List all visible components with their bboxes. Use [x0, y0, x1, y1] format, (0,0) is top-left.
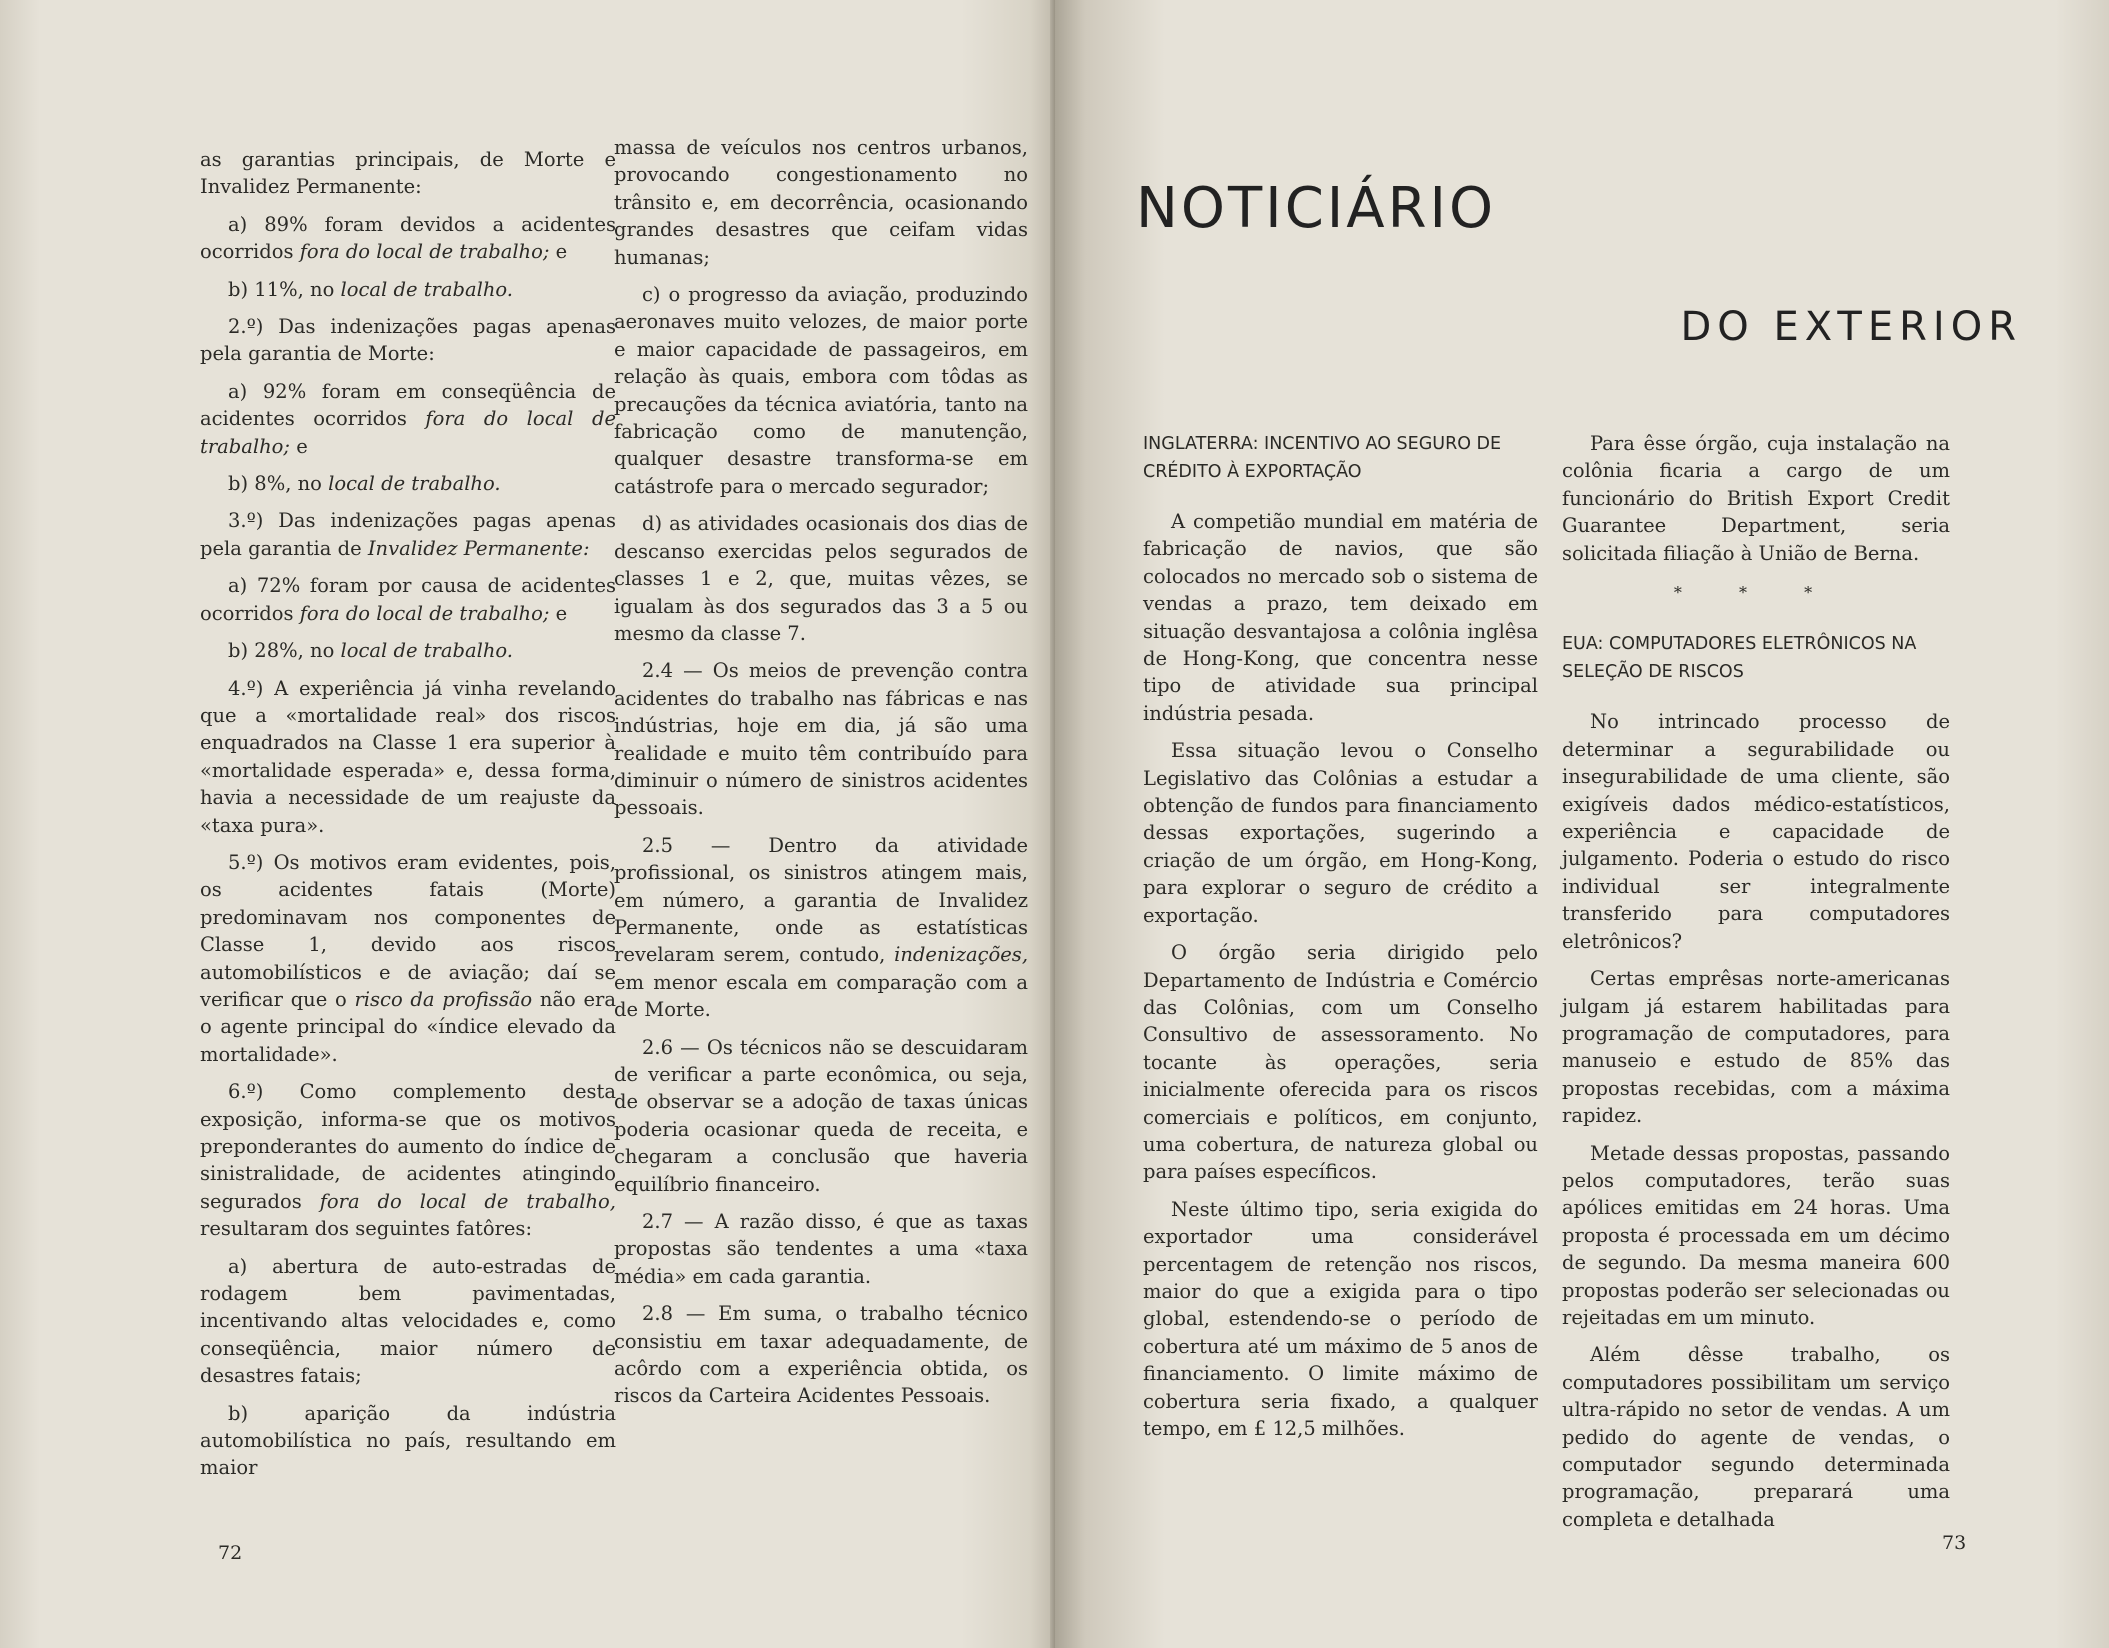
paragraph: 2.º) Das indenizações pagas apenas pela garantia de Morte: [200, 315, 616, 366]
paragraph: Metade dessas propostas, passando pelos computadores, terão suas apólices emitidas em 24 horas. Uma proposta é processada em um décimo de segundo. Da mesma maneira 600 propostas poderão ser selecionadas ou rejeitadas em um minuto. [1562, 1141, 1950, 1329]
section-subtitle: DO EXTERIOR [1680, 304, 2022, 350]
paragraph: Essa situação levou o Conselho Legislativo das Colônias a estudar a obtenção de fundos para financiamento dessas exportações, sugerindo a criação de um órgão, em Hong-Kong, para explorar o seguro de crédito a exportação. [1143, 739, 1538, 927]
paragraph: 5.º) Os motivos eram evidentes, pois, os acidentes fatais (Morte) predominavam nos componentes de Classe 1, devido aos riscos automobilísticos e de aviação; daí se verificar que o risco da profissão não era o agente principal do «índice elevado da mortalidade». [200, 850, 616, 1066]
left-page-column-2 [614, 134, 1028, 1420]
paragraph: d) as atividades ocasionais dos dias de descanso exercidas pelos segurados de classes 1 e 2, que, muitas vêzes, se igualam às dos segurados das 3 a 5 ou mesmo da classe 7. [614, 512, 1028, 645]
page-number: 72 [218, 1542, 243, 1564]
paragraph: a) 92% foram em conseqüência de acidentes ocorridos fora do local de trabalho; e [200, 379, 616, 458]
paragraph: Certas emprêsas norte-americanas julgam já estarem habilitadas para programação de computadores, para manuseio e estudo de 85% das propostas recebidas, com a máxima rapidez. [1562, 967, 1950, 1128]
paragraph: 4.º) A experiência já vinha revelando que a «mortalidade real» dos riscos enquadrados na Classe 1 era superior à «mortalidade esperada» e, dessa forma, havia a necessidade de um reajuste da «taxa pura». [200, 676, 616, 837]
paragraph: a) 89% foram devidos a acidentes ocorridos fora do local de trabalho; e [200, 212, 616, 264]
paragraph: b) 28%, no local de trabalho. [228, 639, 513, 663]
paragraph: 2.4 — Os meios de prevenção contra acidentes do trabalho nas fábricas e nas indústrias, hoje em dia, já são uma realidade e muito têm contribuído para diminuir o número de sinistros acidentes pessoais. [614, 659, 1028, 820]
left-page-column-1 [200, 146, 616, 1492]
paragraph: 2.8 — Em suma, o trabalho técnico consistiu em taxar adequadamente, de acôrdo com a experiência obtida, os riscos da Carteira Acidentes Pessoais. [614, 1302, 1028, 1408]
paragraph: 6.º) Como complemento desta exposição, informa-se que os motivos preponderantes do aumento do índice de sinistralidade, de acidentes atingindo segurados fora do local de trabalho, resultaram dos seguintes fatôres: [200, 1080, 616, 1241]
paragraph: 2.7 — A razão disso, é que as taxas propostas são tendentes a uma «taxa média» em cada garantia. [614, 1210, 1028, 1288]
paragraph: No intrincado processo de determinar a segurabilidade ou insegurabilidade de uma cliente, são exigíveis dados médico-estatísticos, experiência e capacidade de julgamento. Poderia o estudo do risco individual ser integralmente transferido para computadores eletrônicos? [1562, 710, 1950, 953]
paragraph: massa de veículos nos centros urbanos, provocando congestionamento no trânsito e, em decorrência, ocasionando grandes desastres que ceifam vidas humanas; [614, 136, 1028, 269]
paragraph: as garantias principais, de Morte e Invalidez Permanente: [200, 148, 616, 199]
paragraph: Para êsse órgão, cuja instalação na colônia ficaria a cargo de um funcionário do British Export Credit Guarantee Department, seria solicitada filiação à União de Berna. [1562, 432, 1950, 565]
paragraph: c) o progresso da aviação, produzindo aeronaves muito velozes, de maior porte e maior capacidade de passageiros, em relação às quais, embora com tôdas as precauções da técnica aviatória, tanto na fabricação como de manutenção, qualquer desastre transforma-se em catástrofe para o mercado segurador; [614, 283, 1028, 498]
paragraph: Além dêsse trabalho, os computadores possibilitam um serviço ultra-rápido no setor de vendas. A um pedido do agente de vendas, o computador segundo determinada programação, preparará uma completa e detalhada [1562, 1343, 1950, 1531]
paragraph: O órgão seria dirigido pelo Departamento de Indústria e Comércio das Colônias, com um Conselho Consultivo de assessoramento. No tocante às operações, seria inicialmente oferecida para os riscos comerciais e políticos, em conjunto, uma cobertura, de natureza global ou para países específicos. [1143, 941, 1538, 1184]
paragraph: b) aparição da indústria automobilística no país, resultando em maior [200, 1401, 616, 1480]
paragraph: a) 72% foram por causa de acidentes ocorridos fora do local de trabalho; e [200, 574, 616, 625]
article-heading: INGLATERRA: INCENTIVO AO SEGURO DE CRÉDITO À EXPORTAÇÃO [1143, 434, 1502, 482]
paragraph: b) 8%, no local de trabalho. [228, 472, 501, 496]
paragraph: 2.5 — Dentro da atividade profissional, os sinistros atingem mais, em número, a garantia de Invalidez Permanente, onde as estatísticas revelaram serem, contudo, indenizações, em menor escala em comparação com a de Morte. [614, 833, 1029, 1022]
page-number: 73 [1942, 1532, 1967, 1554]
paragraph: 2.6 — Os técnicos não se descuidaram de verificar a parte econômica, ou seja, de observar se a adoção de taxas únicas poderia ocasionar queda de receita, e chegaram a conclusão que haveria equilíbrio financeiro. [614, 1035, 1028, 1196]
paragraph: b) 11%, no local de trabalho. [228, 277, 513, 301]
paragraph: A competião mundial em matéria de fabricação de navios, que são colocados no mercado sob o sistema de vendas a prazo, tem deixado em situação desvantajosa a colônia inglêsa de Hong-Kong, que concentra nesse tipo de atividade sua principal indústria pesada. [1143, 510, 1538, 725]
section-title: NOTICIÁRIO [1136, 176, 1497, 241]
paragraph: a) abertura de auto-estradas de rodagem bem pavimentadas, incentivando altas velocidades e, como conseqüência, maior número de desastres fatais; [200, 1254, 616, 1388]
article-heading: EUA: COMPUTADORES ELETRÔNICOS NA SELEÇÃO DE RISCOS [1562, 634, 1917, 683]
right-page-column-1 [1143, 430, 1538, 1452]
section-separator: * * * [1673, 583, 1839, 603]
paragraph: Neste último tipo, seria exigida do exportador uma considerável percentagem de retenção nos riscos, maior do que a exigida para o tipo global, estendendo-se o período de cobertura até um máximo de 5 anos de financiamento. O limite máximo de cobertura seria fixado, a qualquer tempo, em £ 12,5 milhões. [1143, 1197, 1538, 1440]
right-page-column-2 [1562, 430, 1950, 1543]
paragraph: 3.º) Das indenizações pagas apenas pela garantia de Invalidez Permanente: [200, 509, 616, 560]
